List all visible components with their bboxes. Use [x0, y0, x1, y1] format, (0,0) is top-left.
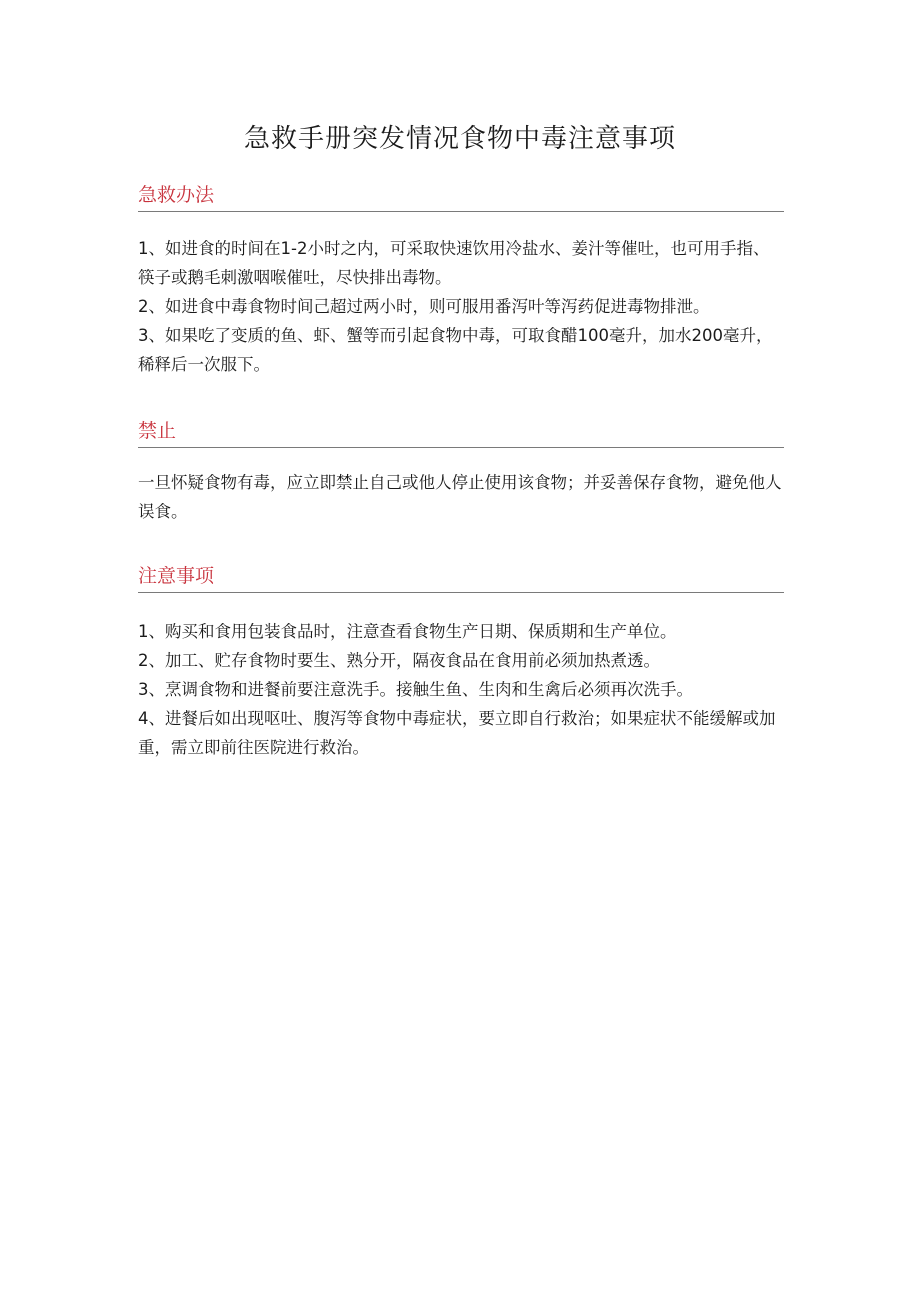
list-item: 1、购买和食用包装食品时，注意查看食物生产日期、保质期和生产单位。	[138, 622, 677, 641]
section-body-prohibited	[138, 468, 784, 526]
list-item: 1、如进食的时间在1-2小时之内，可采取快速饮用冷盐水、姜汁等催吐，也可用手指、筷子或鹅毛刺激咽喉催吐，尽快排出毒物。	[138, 239, 770, 287]
list-item: 一旦怀疑食物有毒，应立即禁止自己或他人停止使用该食物；并妥善保存食物，避免他人误食。	[138, 473, 782, 521]
section-heading-precautions: 注意事项	[138, 563, 784, 593]
section-body-first-aid	[138, 234, 784, 379]
section-heading-prohibited: 禁止	[138, 418, 784, 448]
list-item: 3、如果吃了变质的鱼、虾、蟹等而引起食物中毒，可取食醋100毫升，加水200毫升，稀释后一次服下。	[138, 326, 773, 374]
section-body-precautions	[138, 617, 784, 762]
list-item: 4、进餐后如出现呕吐、腹泻等食物中毒症状，要立即自行救治；如果症状不能缓解或加重，需立即前往医院进行救治。	[138, 709, 776, 757]
section-first-aid	[138, 182, 784, 379]
list-item: 2、如进食中毒食物时间己超过两小时，则可服用番泻叶等泻药促进毒物排泄。	[138, 297, 710, 316]
section-prohibited	[138, 418, 784, 526]
section-precautions	[138, 563, 784, 762]
list-item: 3、烹调食物和进餐前要注意洗手。接触生鱼、生肉和生禽后必须再次洗手。	[138, 680, 693, 699]
page-title: 急救手册突发情况食物中毒注意事项	[243, 124, 676, 154]
list-item: 2、加工、贮存食物时要生、熟分开，隔夜食品在食用前必须加热煮透。	[138, 651, 660, 670]
section-heading-first-aid: 急救办法	[138, 182, 784, 212]
